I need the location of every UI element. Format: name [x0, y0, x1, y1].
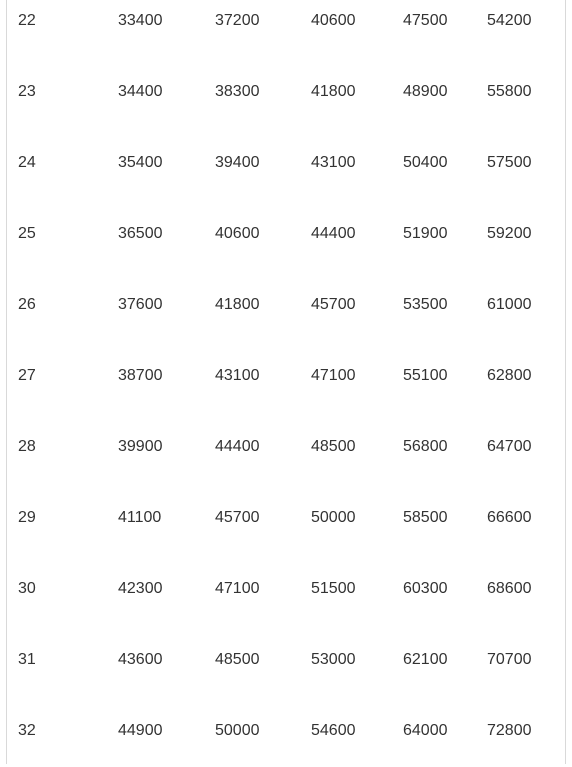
table-row: [7, 199, 565, 270]
value-cell: 38700: [118, 367, 163, 384]
table-row: [7, 270, 565, 341]
value-cell: 39400: [215, 154, 260, 171]
value-cell: 44900: [118, 722, 163, 739]
table-row: [7, 57, 565, 128]
row-index-cell: 27: [18, 367, 36, 384]
value-cell: 57500: [487, 154, 532, 171]
value-cell: 41800: [311, 83, 356, 100]
table-row: [7, 696, 565, 767]
value-cell: 38300: [215, 83, 260, 100]
value-cell: 36500: [118, 225, 163, 242]
value-cell: 47500: [403, 12, 448, 29]
row-index-cell: 25: [18, 225, 36, 242]
value-cell: 59200: [487, 225, 532, 242]
value-cell: 68600: [487, 580, 532, 597]
value-cell: 54200: [487, 12, 532, 29]
value-cell: 45700: [215, 509, 260, 526]
value-cell: 48900: [403, 83, 448, 100]
value-cell: 44400: [215, 438, 260, 455]
value-cell: 55100: [403, 367, 448, 384]
value-cell: 33400: [118, 12, 163, 29]
row-index-cell: 32: [18, 722, 36, 739]
value-cell: 44400: [311, 225, 356, 242]
value-cell: 53500: [403, 296, 448, 313]
value-cell: 51500: [311, 580, 356, 597]
value-cell: 48500: [215, 651, 260, 668]
value-cell: 47100: [215, 580, 260, 597]
value-cell: 64700: [487, 438, 532, 455]
value-cell: 50000: [311, 509, 356, 526]
value-cell: 62100: [403, 651, 448, 668]
table-row: [7, 625, 565, 696]
value-cell: 50400: [403, 154, 448, 171]
value-cell: 62800: [487, 367, 532, 384]
table-row: [7, 0, 565, 57]
table-row: [7, 341, 565, 412]
value-cell: 70700: [487, 651, 532, 668]
value-cell: 34400: [118, 83, 163, 100]
row-index-cell: 30: [18, 580, 36, 597]
value-cell: 41100: [118, 509, 162, 526]
row-index-cell: 29: [18, 509, 36, 526]
value-cell: 60300: [403, 580, 448, 597]
value-cell: 37600: [118, 296, 163, 313]
value-cell: 45700: [311, 296, 356, 313]
value-cell: 35400: [118, 154, 163, 171]
data-table: [6, 0, 566, 764]
value-cell: 55800: [487, 83, 532, 100]
value-cell: 41800: [215, 296, 260, 313]
value-cell: 43100: [311, 154, 356, 171]
value-cell: 50000: [215, 722, 260, 739]
value-cell: 54600: [311, 722, 356, 739]
value-cell: 58500: [403, 509, 448, 526]
value-cell: 40600: [215, 225, 260, 242]
value-cell: 64000: [403, 722, 448, 739]
value-cell: 72800: [487, 722, 532, 739]
value-cell: 66600: [487, 509, 532, 526]
row-index-cell: 26: [18, 296, 36, 313]
row-index-cell: 24: [18, 154, 36, 171]
row-index-cell: 23: [18, 83, 36, 100]
value-cell: 42300: [118, 580, 163, 597]
table-row: [7, 128, 565, 199]
row-index-cell: 22: [18, 12, 36, 29]
table-row: [7, 554, 565, 625]
value-cell: 51900: [403, 225, 448, 242]
table-row: [7, 483, 565, 554]
value-cell: 48500: [311, 438, 356, 455]
value-cell: 37200: [215, 12, 260, 29]
value-cell: 47100: [311, 367, 356, 384]
row-index-cell: 31: [18, 651, 36, 668]
value-cell: 56800: [403, 438, 448, 455]
table-row: [7, 412, 565, 483]
value-cell: 40600: [311, 12, 356, 29]
value-cell: 43600: [118, 651, 163, 668]
value-cell: 53000: [311, 651, 356, 668]
row-index-cell: 28: [18, 438, 36, 455]
value-cell: 61000: [487, 296, 532, 313]
value-cell: 43100: [215, 367, 260, 384]
value-cell: 39900: [118, 438, 163, 455]
